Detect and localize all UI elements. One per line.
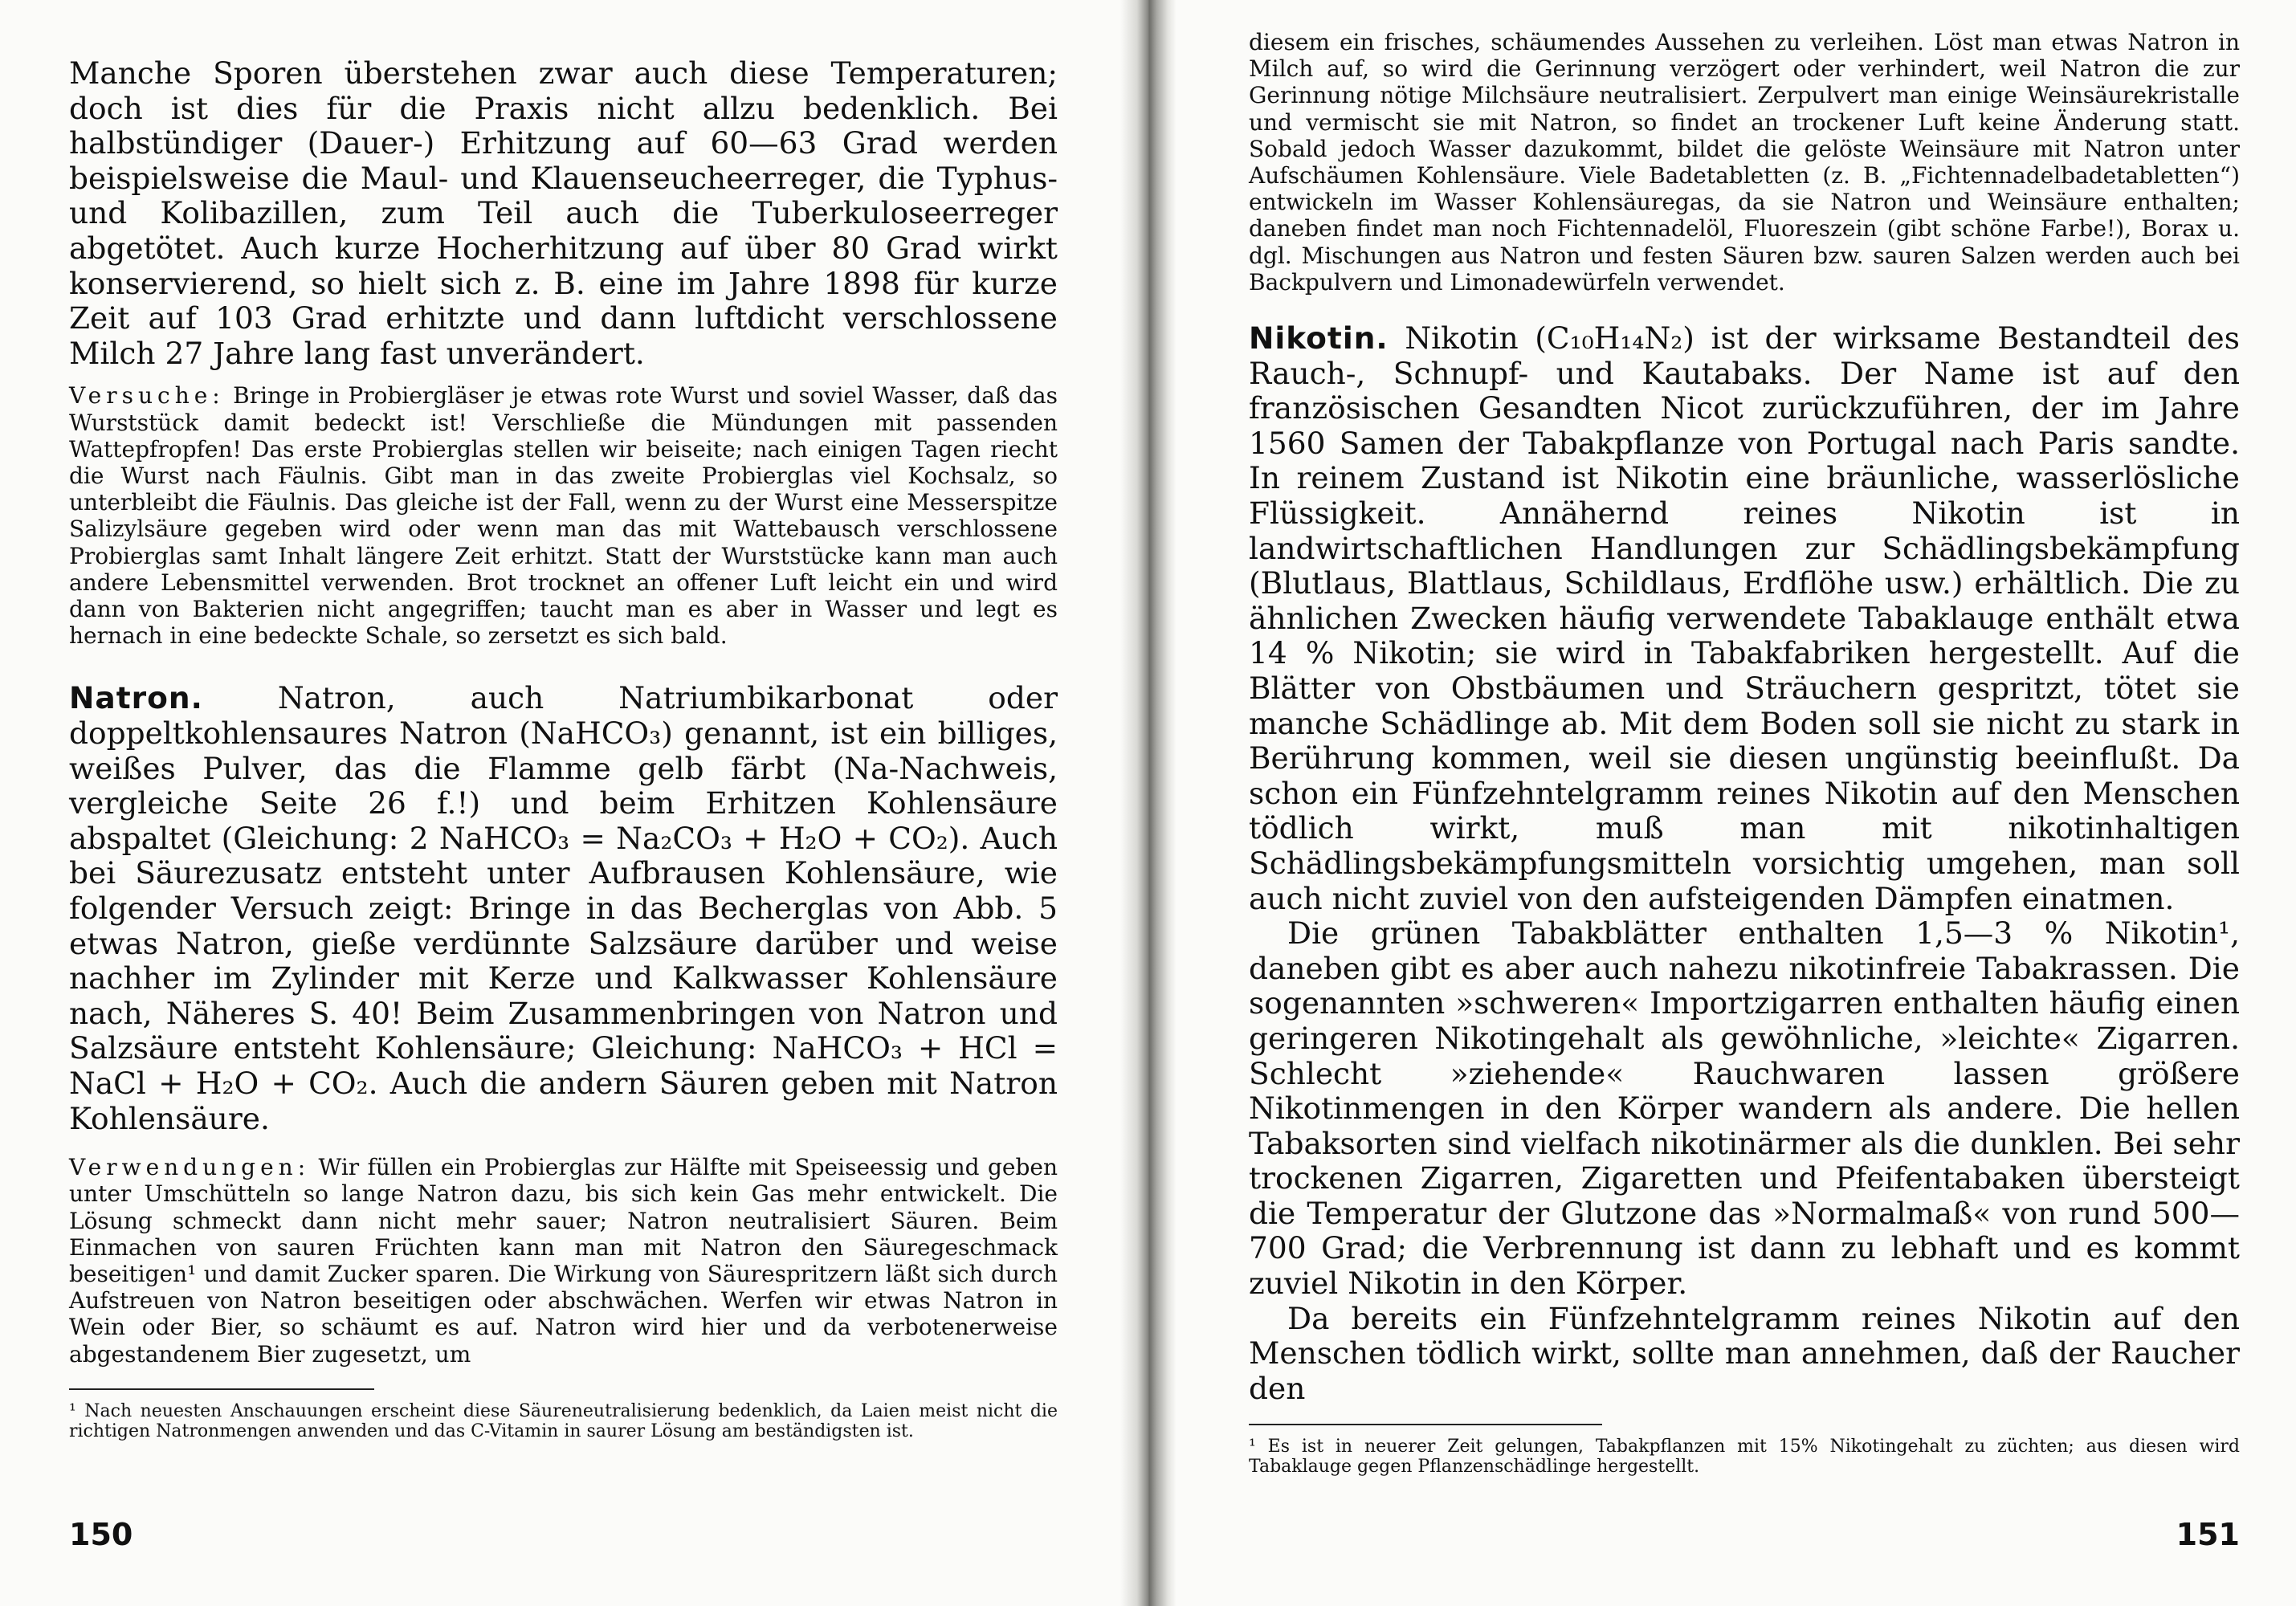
nikotin-paragraph-2: Die grünen Tabakblätter enthalten 1,5—3 % Nikotin¹, daneben gibt es aber auch nahezu nikotinfreie Tabakrassen. Die sogenannten »schweren« Importzigarren enthalten häufig einen geringeren Nikotingehalt als gewöhnliche, »leichte« Zigarren. Schlecht »ziehende« Rauchwaren lassen größere Nikotinmengen in den Körper wandern als andere. Die hellen Tabaksorten sind vielfach nikotinärmer als die dunklen. Bei sehr trockenen Zigarren, Zigaretten und Pfeifentabaken übersteigt die Temperatur der Glutzone das »Normalmaß« von rund 500—700 Grad; die Verbrennung ist dann zu lebhaft und es kommt zuviel Nikotin in den Körper.: [1249, 915, 2240, 1302]
natron-text: Natron, auch Natriumbikarbonat oder doppeltkohlensaures Natron (NaHCO₃) genannt, ist ein billiges, weißes Pulver, das die Flamme gelb färbt (Na-Nachweis, vergleiche Seite 26 f.!) und beim Erhitzen Kohlensäure abspaltet (Gleichung: 2 NaHCO₃ = Na₂CO₃ + H₂O + CO₂). Auch bei Säurezusatz entsteht unter Aufbrausen Kohlensäure, wie folgender Versuch zeigt: Bringe in das Becherglas von Abb. 5 etwas Natron, gieße verdünnte Salzsäure darüber und weise nachher im Zylinder mit Kerze und Kalkwasser Kohlensäure nach, Näheres S. 40! Beim Zusammenbringen von Natron und Salzsäure entsteht Kohlensäure; Gleichung: NaHCO₃ + HCl = NaCl + H₂O + CO₂. Auch die andern Säuren geben mit Natron Kohlensäure.: [69, 680, 1058, 1136]
experiment-paragraph: [69, 382, 1058, 649]
book-gutter: [1120, 0, 1177, 1606]
experiment-label: Versuche:: [69, 382, 225, 410]
nikotin-section: [1249, 321, 2240, 916]
intro-paragraph: Manche Sporen überstehen zwar auch diese Temperaturen; doch ist dies für die Praxis nicht allzu bedenklich. Bei halbstündiger (Dauer-) Erhitzung auf 60—63 Grad werden beispielsweise die Maul- und Klauenseucheerreger, die Typhus- und Kolibazillen, zum Teil auch die Tuberkuloseerreger abgetötet. Auch kurze Hocherhitzung auf über 80 Grad wirkt konservierend, so hielt sich z. B. eine im Jahre 1898 für kurze Zeit auf 103 Grad erhitzte und dann luftdicht verschlossene Milch 27 Jahre lang fast unverändert.: [69, 55, 1058, 371]
nikotin-heading: Nikotin.: [1249, 320, 1389, 357]
nikotin-text: Nikotin (C₁₀H₁₄N₂) ist der wirksame Bestandteil des Rauch-, Schnupf- und Kautabaks. Der Name ist auf den französischen Gesandten Nicot zurückzuführen, der im Jahre 1560 Samen der Tabakpflanze von Portugal nach Paris sandte. In reinem Zustand ist Nikotin eine bräunliche, wasserlösliche Flüssigkeit. Annähernd reines Nikotin ist in landwirtschaftlichen Handlungen zur Schädlingsbekämpfung (Blutlaus, Blattlaus, Schildlaus, Erdflöhe usw.) erhältlich. Die zu ähnlichen Zwecken häufig verwendete Tabaklauge enthält etwa 14 % Nikotin; sie wird in Tabakfabriken hergestellt. Auf die Blätter von Obstbäumen und Sträuchern gespritzt, tötet sie manche Schädlinge ab. Mit dem Boden soll sie nicht zu stark in Berührung kommen, weil sie diesen ungünstig beeinflußt. Da schon ein Fünfzehntelgramm reines Nikotin auf den Menschen tödlich wirkt, muß man mit nikotinhaltigen Schädlingsbekämpfungsmitteln vorsichtig umgehen, man soll auch nicht zuviel von den aufsteigenden Dämpfen einatmen.: [1249, 320, 2240, 916]
uses-text: Wir füllen ein Probierglas zur Hälfte mit Speiseessig und geben unter Umschütteln so lange Natron dazu, bis sich kein Gas mehr entwickelt. Die Lösung schmeckt dann nicht mehr sauer; Natron neutralisiert Säuren. Beim Einmachen von sauren Früchten kann man mit Natron den Säuregeschmack beseitigen¹ und damit Zucker sparen. Die Wirkung von Säurespritzern läßt sich durch Aufstreuen von Natron beseitigen oder abschwächen. Werfen wir etwas Natron in Wein oder Bier, so schäumt es auf. Natron wird hier und da verbotenerweise abgestandenem Bier zugesetzt, um: [69, 1154, 1058, 1368]
experiment-text: Bringe in Probiergläser je etwas rote Wurst und soviel Wasser, daß das Wurststück damit bedeckt ist! Verschließe die Mündungen mit passenden Wattepfropfen! Das erste Probierglas stellen wir beiseite; nach einigen Tagen riecht die Wurst nach Fäulnis. Gibt man in das zweite Probierglas viel Kochsalz, so unterbleibt die Fäulnis. Das gleiche ist der Fall, wenn zu der Wurst eine Messerspitze Salizylsäure gegeben wird oder wenn man das mit Wattebausch verschlossene Probierglas samt Inhalt längere Zeit erhitzt. Statt der Wurststücke kann man auch andere Lebensmittel verwenden. Brot trocknet an offener Luft leicht ein und wird dann von Bakterien nicht angegriffen; taucht man es aber in Wasser und legt es hernach in eine bedeckte Schale, so zersetzt es sich bald.: [69, 382, 1058, 650]
right-page: [1177, 0, 2296, 1606]
continuation-paragraph: diesem ein frisches, schäumendes Aussehen zu verleihen. Löst man etwas Natron in Milch auf, so wird die Gerinnung verzögert oder verhindert, weil Natron die zur Gerinnung nötige Milchsäure neutralisiert. Zerpulvert man einige Weinsäurekristalle und vermischt sie mit Natron, so findet an trockener Luft keine Änderung statt. Sobald jedoch Wasser dazukommt, bildet die gelöste Weinsäure mit Natron unter Aufschäumen Kohlensäure. Viele Badetabletten (z. B. „Fichtennadelbadetabletten“) entwickeln im Wasser Kohlensäuregas, da sie Natron und Weinsäure enthalten; daneben findet man noch Fichtennadelöl, Fluoreszein (gibt schöne Farbe!), Borax u. dgl. Mischungen aus Natron und festen Säuren bzw. sauren Salzen werden auch bei Backpulvern und Limonadewürfeln verwendet.: [1249, 29, 2240, 296]
natron-heading: Natron.: [69, 680, 203, 716]
uses-paragraph: [69, 1154, 1058, 1368]
footnote-rule: [69, 1388, 374, 1390]
footnote-rule: [1249, 1424, 1602, 1425]
page-number-right: 151: [2176, 1517, 2240, 1552]
left-footnote: ¹ Nach neuesten Anschauungen erscheint diese Säureneutralisierung bedenklich, da Laien meist nicht die richtigen Natronmengen anwenden und das C-Vitamin in saurer Lösung am beständigsten ist.: [69, 1400, 1058, 1441]
right-footnote: ¹ Es ist in neuerer Zeit gelungen, Tabakpflanzen mit 15% Nikotingehalt zu züchten; aus diesen wird Tabaklauge gegen Pflanzenschädlinge hergestellt.: [1249, 1437, 2240, 1478]
nikotin-paragraph-3: Da bereits ein Fünfzehntelgramm reines Nikotin auf den Menschen tödlich wirkt, sollte man annehmen, daß der Raucher den: [1249, 1300, 2240, 1406]
uses-label: Verwendungen:: [69, 1154, 311, 1181]
page-number-left: 150: [69, 1517, 133, 1552]
natron-section: [69, 681, 1058, 1136]
left-page: [0, 0, 1120, 1606]
